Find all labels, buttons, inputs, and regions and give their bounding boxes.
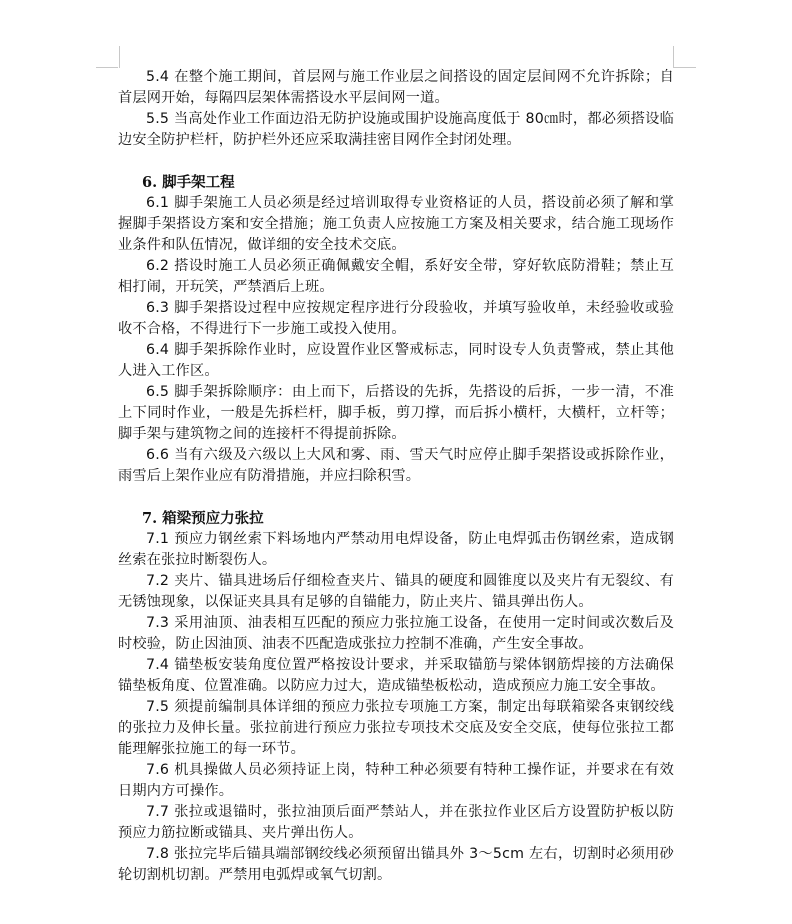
paragraph-7-7: 7.7 张拉或退锚时，张拉油顶后面严禁站人，并在张拉作业区后方设置防护板以防预应力筋拉断或锚具、夹片弹出伤人。	[118, 804, 674, 841]
margin-corner-mark	[674, 67, 696, 69]
margin-corner-mark	[118, 46, 120, 68]
paragraph-7-2: 7.2 夹片、锚具进场后仔细检查夹片、锚具的硬度和圆锥度以及夹片有无裂纹、有无锈蚀现象，以保证夹具具有足够的自锚能力，防止夹片、锚具弹出伤人。	[118, 573, 674, 610]
section-heading-6: 6. 脚手架工程	[142, 174, 235, 191]
margin-corner-mark	[673, 46, 675, 68]
paragraph-6-4: 6.4 脚手架拆除作业时，应设置作业区警戒标志，同时设专人负责警戒，禁止其他人进入工作区。	[118, 342, 674, 379]
paragraph-7-8: 7.8 张拉完毕后锚具端部钢绞线必须预留出锚具外 3～5cm 左右，切割时必须用砂轮切割机切割。严禁用电弧焊或氧气切割。	[118, 846, 674, 883]
paragraph-7-4: 7.4 锚垫板安装角度位置严格按设计要求，并采取锚筋与梁体钢筋焊接的方法确保锚垫板角度、位置准确。以防应力过大，造成锚垫板松动，造成预应力施工安全事故。	[118, 657, 674, 694]
paragraph-7-3: 7.3 采用油顶、油表相互匹配的预应力张拉施工设备，在使用一定时间或次数后及时校验，防止因油顶、油表不匹配造成张拉力控制不准确，产生安全事故。	[118, 615, 674, 652]
paragraph-5-4: 5.4 在整个施工期间，首层网与施工作业层之间搭设的固定层间网不允许拆除；自首层网开始，每隔四层架体需搭设水平层间网一道。	[118, 69, 674, 106]
paragraph-6-2: 6.2 搭设时施工人员必须正确佩戴安全帽，系好安全带，穿好软底防滑鞋；禁止互相打闹，开玩笑，严禁酒后上班。	[118, 258, 674, 295]
paragraph-7-1: 7.1 预应力钢丝索下料场地内严禁动用电焊设备，防止电焊弧击伤钢丝索，造成钢丝索在张拉时断裂伤人。	[118, 531, 674, 568]
paragraph-7-5: 7.5 须提前编制具体详细的预应力张拉专项施工方案，制定出每联箱梁各束钢绞线的张拉力及伸长量。张拉前进行预应力张拉专项技术交底及安全交底，使每位张拉工都能理解张拉施工的每一环节。	[118, 699, 674, 757]
document-body	[118, 67, 674, 886]
paragraph-6-6: 6.6 当有六级及六级以上大风和雾、雨、雪天气时应停止脚手架搭设或拆除作业，雨雪后上架作业应有防滑措施，并应扫除积雪。	[118, 447, 674, 484]
margin-corner-mark	[96, 67, 118, 69]
paragraph-5-5: 5.5 当高处作业工作面边沿无防护设施或围护设施高度低于 80㎝时，都必须搭设临边安全防护栏杆，防护栏外还应采取满挂密目网作全封闭处理。	[118, 111, 674, 148]
section-heading-7: 7. 箱梁预应力张拉	[142, 510, 264, 527]
paragraph-6-5: 6.5 脚手架拆除顺序：由上而下，后搭设的先拆，先搭设的后拆，一步一清，不准上下同时作业，一般是先拆栏杆，脚手板，剪刀撑，而后拆小横杆，大横杆，立杆等；脚手架与建筑物之间的连接杆不得提前拆除。	[118, 384, 674, 442]
paragraph-7-6: 7.6 机具操做人员必须持证上岗，特种工种必须要有特种工操作证，并要求在有效日期内方可操作。	[118, 762, 674, 799]
paragraph-6-3: 6.3 脚手架搭设过程中应按规定程序进行分段验收，并填写验收单，未经验收或验收不合格，不得进行下一步施工或投入使用。	[118, 300, 674, 337]
paragraph-6-1: 6.1 脚手架施工人员必须是经过培训取得专业资格证的人员，搭设前必须了解和掌握脚手架搭设方案和安全措施；施工负责人应按施工方案及相关要求，结合施工现场作业条件和队伍情况，做详细的安全技术交底。	[118, 195, 674, 253]
